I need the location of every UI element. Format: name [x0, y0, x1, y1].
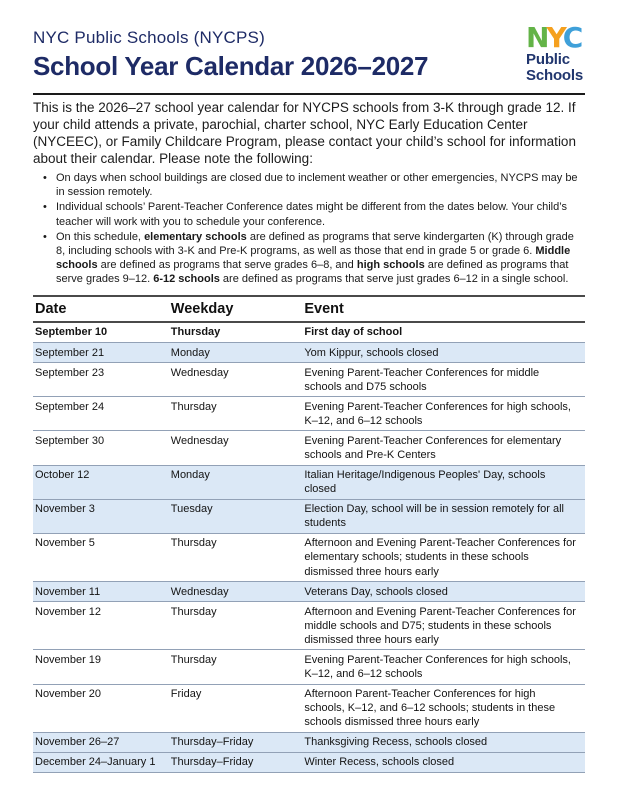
table-row: [33, 582, 585, 602]
table-row: [33, 533, 585, 581]
cell-date: December 24–January 1: [33, 752, 169, 772]
cell-weekday: Thursday: [169, 602, 303, 650]
cell-weekday: Thursday–Friday: [169, 752, 303, 772]
cell-event: Afternoon Parent-Teacher Conferences for high schools, K–12, and 6–12 schools; students in these schools dismissed three hours early: [302, 684, 585, 732]
bullet-marker: •: [43, 172, 47, 185]
cell-date: November 26–27: [33, 732, 169, 752]
table-row: [33, 322, 585, 343]
cell-date: November 20: [33, 684, 169, 732]
cell-date: September 21: [33, 343, 169, 363]
suptitle: NYC Public Schools (NYCPS): [33, 28, 265, 47]
cell-date: November 3: [33, 499, 169, 533]
cell-date: November 11: [33, 582, 169, 602]
cell-event: Evening Parent-Teacher Conferences for middle schools and D75 schools: [302, 363, 585, 397]
logo-word-schools: Schools: [526, 67, 583, 85]
column-header-event: Event: [302, 296, 585, 322]
logo-letter-c: C: [562, 21, 581, 54]
logo-letter-y: Y: [546, 21, 563, 54]
table-row: [33, 465, 585, 499]
cell-date: September 24: [33, 397, 169, 431]
cell-date: September 30: [33, 431, 169, 465]
cell-event: Yom Kippur, schools closed: [302, 343, 585, 363]
cell-event: Election Day, school will be in session remotely for all students: [302, 499, 585, 533]
nycps-logo: [526, 21, 585, 85]
note-item: [33, 200, 585, 228]
cell-event: First day of school: [302, 322, 585, 343]
table-row: [33, 363, 585, 397]
note-text: On this schedule, elementary schools are defined as programs that serve kindergarten (K) through grade 8, including schools with 3-K and Pre-K programs, as well as those that end in grade 5 or grade 6. Middle schools are defined as programs that serve grades 6–8, and high schools are defined as programs that serve grades 9–12. 6-12 schools are defined as programs that serve just grades 6–12 in a single school.: [56, 230, 574, 285]
nyc-logo-letters: [526, 21, 583, 54]
cell-event: Evening Parent-Teacher Conferences for elementary schools and Pre-K Centers: [302, 431, 585, 465]
cell-weekday: Monday: [169, 465, 303, 499]
table-row: [33, 397, 585, 431]
logo-letter-n: N: [526, 21, 547, 54]
cell-date: November 12: [33, 602, 169, 650]
note-text: On days when school buildings are closed due to inclement weather or other emergencies, NYCPS may be in session remotely.: [56, 172, 578, 199]
logo-word-public: Public: [526, 51, 570, 68]
title-block: [33, 24, 428, 82]
cell-event: Italian Heritage/Indigenous Peoples' Day, schools closed: [302, 465, 585, 499]
cell-weekday: Thursday: [169, 397, 303, 431]
table-row: [33, 602, 585, 650]
cell-date: November 5: [33, 533, 169, 581]
cell-weekday: Thursday: [169, 322, 303, 343]
table-header-row: [33, 296, 585, 322]
column-header-weekday: Weekday: [169, 296, 303, 322]
notes-list: [33, 171, 585, 286]
note-item: [33, 171, 585, 199]
calendar-table: [33, 295, 585, 773]
cell-date: November 19: [33, 650, 169, 684]
cell-event: Evening Parent-Teacher Conferences for high schools, K–12, and 6–12 schools: [302, 650, 585, 684]
cell-date: October 12: [33, 465, 169, 499]
cell-weekday: Thursday: [169, 533, 303, 581]
cell-weekday: Thursday: [169, 650, 303, 684]
calendar-table-body: [33, 322, 585, 773]
cell-weekday: Tuesday: [169, 499, 303, 533]
cell-weekday: Monday: [169, 343, 303, 363]
bullet-marker: •: [43, 230, 47, 243]
document-header: [33, 21, 585, 85]
cell-weekday: Wednesday: [169, 363, 303, 397]
table-row: [33, 684, 585, 732]
cell-event: Evening Parent-Teacher Conferences for high schools, K–12, and 6–12 schools: [302, 397, 585, 431]
cell-event: Thanksgiving Recess, schools closed: [302, 732, 585, 752]
cell-event: Veterans Day, schools closed: [302, 582, 585, 602]
cell-weekday: Wednesday: [169, 582, 303, 602]
page-title: School Year Calendar 2026–2027: [33, 51, 429, 81]
cell-date: September 23: [33, 363, 169, 397]
cell-weekday: Thursday–Friday: [169, 732, 303, 752]
column-header-date: Date: [33, 296, 169, 322]
cell-weekday: Wednesday: [169, 431, 303, 465]
cell-event: Winter Recess, schools closed: [302, 752, 585, 772]
table-row: [33, 732, 585, 752]
intro-paragraph: This is the 2026–27 school year calendar for NYCPS schools from 3-K through grade 12. If your child attends a private, parochial, charter school, NYC Early Education Center (NYCEEC), or Family Childcare Program, please contact your child’s school for information about their calendar. Please note the following:: [33, 100, 576, 166]
table-row: [33, 650, 585, 684]
cell-date: September 10: [33, 322, 169, 343]
table-row: [33, 431, 585, 465]
note-text: Individual schools’ Parent-Teacher Conference dates might be different from the dates below. Your child’s teacher will work with you to schedule your conference.: [56, 201, 567, 228]
table-row: [33, 343, 585, 363]
cell-event: Afternoon and Evening Parent-Teacher Conferences for elementary schools; students in these schools dismissed three hours early: [302, 533, 585, 581]
cell-weekday: Friday: [169, 684, 303, 732]
table-row: [33, 499, 585, 533]
header-divider: [33, 93, 585, 95]
table-row: [33, 752, 585, 772]
cell-event: Afternoon and Evening Parent-Teacher Conferences for middle schools and D75; students in these schools dismissed three hours early: [302, 602, 585, 650]
note-item: [33, 230, 585, 286]
bullet-marker: •: [43, 201, 47, 214]
